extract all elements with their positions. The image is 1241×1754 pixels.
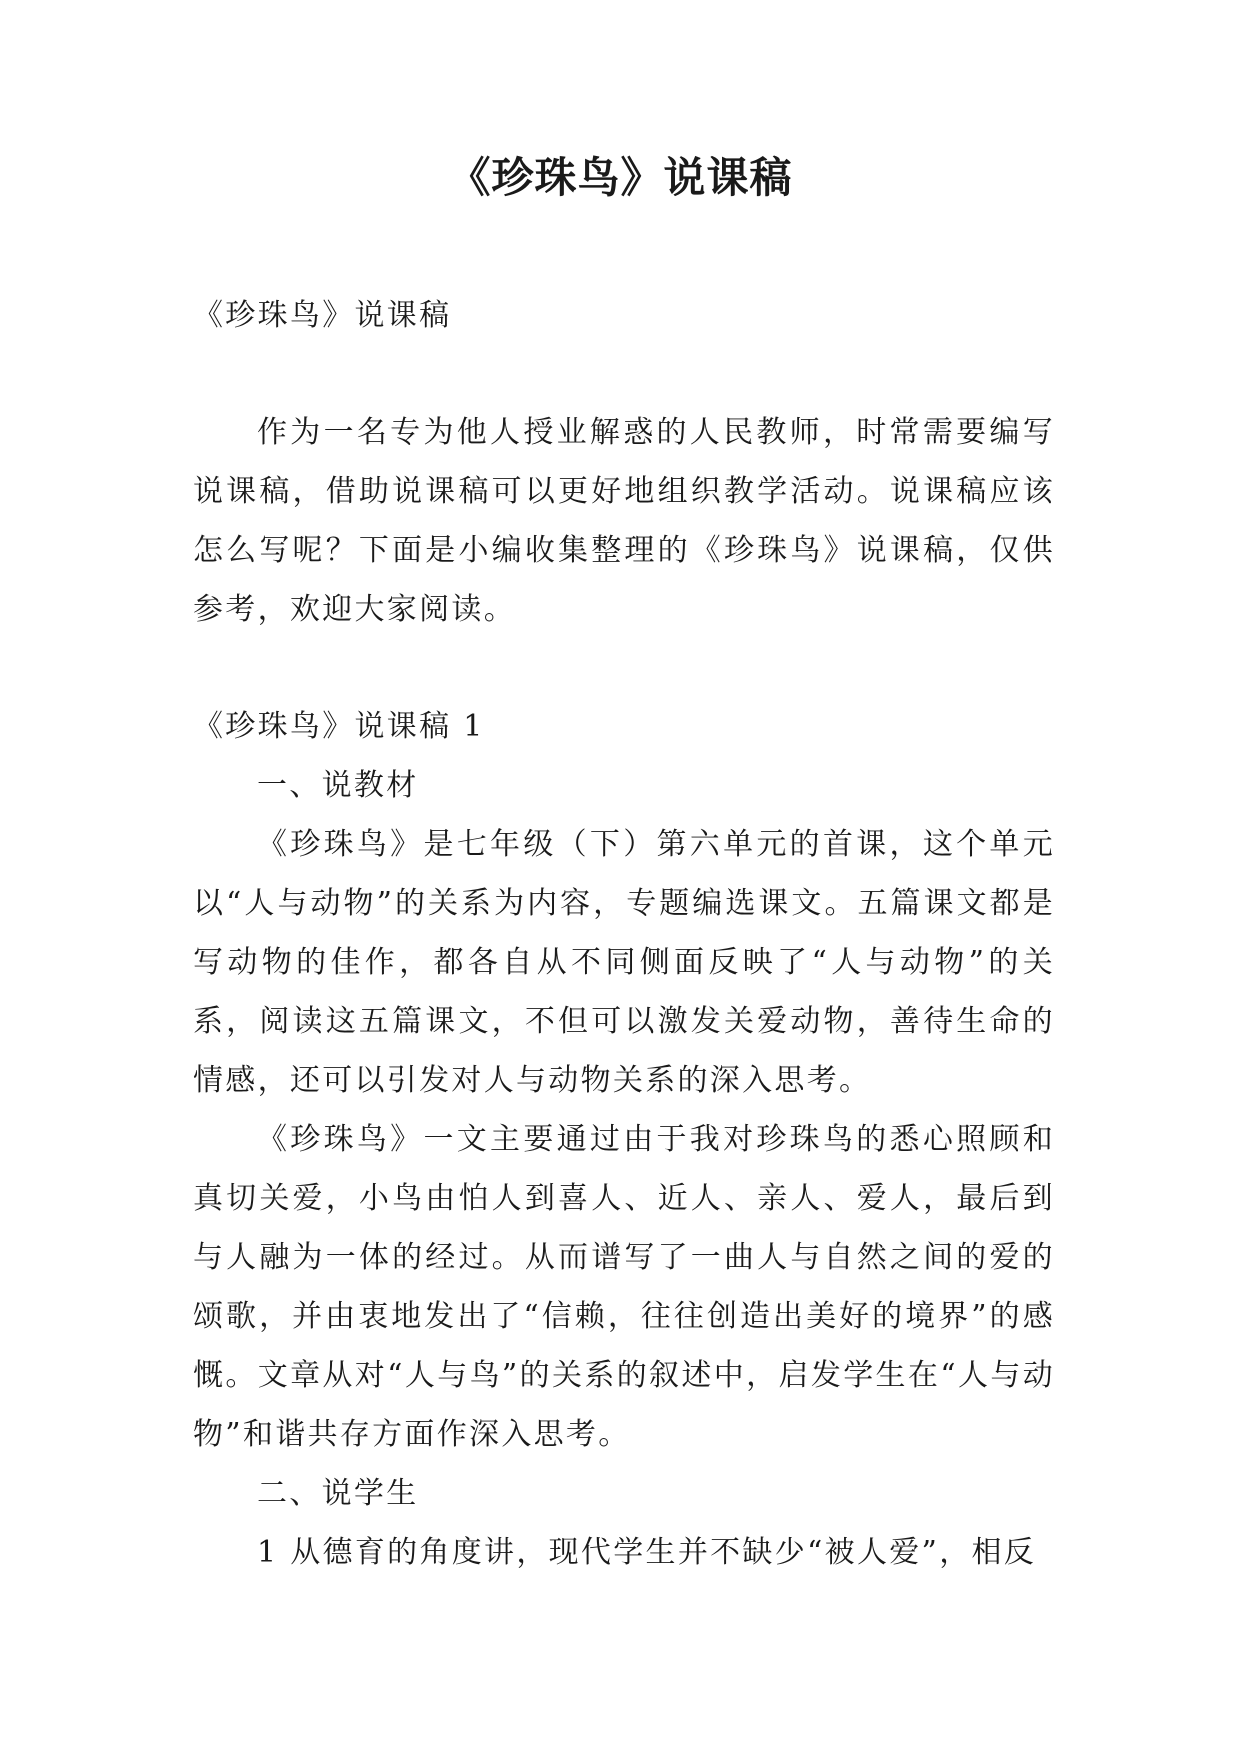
intro-paragraph: 作为一名专为他人授业解惑的人民教师，时常需要编写说课稿，借助说课稿可以更好地组织教学活动。说课稿应该怎么写呢？下面是小编收集整理的《珍珠鸟》说课稿，仅供参考，欢迎大家阅读。 (193, 415, 1055, 627)
heading-textbook: 一、说教材 (257, 768, 419, 803)
section-title: 《珍珠鸟》说课稿 1 (193, 709, 485, 744)
paragraph-textbook-2: 《珍珠鸟》一文主要通过由于我对珍珠鸟的悉心照顾和真切关爱，小鸟由怕人到喜人、近人、亲人、爱人，最后到与人融为一体的经过。从而谱写了一曲人与自然之间的爱的颂歌，并由衷地发出了“信赖，往往创造出美好的境界”的感慨。文章从对“人与鸟”的关系的叙述中，启发学生在“人与动物”和谐共存方面作深入思考。 (193, 1122, 1055, 1452)
document-body (193, 286, 1055, 1582)
paragraph-students-1: 1 从德育的角度讲，现代学生并不缺少“被人爱”，相反 (257, 1535, 1037, 1570)
document-title: 《珍珠鸟》说课稿 (448, 153, 793, 202)
document-subtitle: 《珍珠鸟》说课稿 (193, 298, 452, 333)
paragraph-textbook-1: 《珍珠鸟》是七年级（下）第六单元的首课，这个单元以“人与动物”的关系为内容，专题编选课文。五篇课文都是写动物的佳作，都各自从不同侧面反映了“人与动物”的关系，阅读这五篇课文，不但可以激发关爱动物，善待生命的情感，还可以引发对人与动物关系的深入思考。 (193, 827, 1055, 1098)
heading-students: 二、说学生 (257, 1476, 419, 1511)
